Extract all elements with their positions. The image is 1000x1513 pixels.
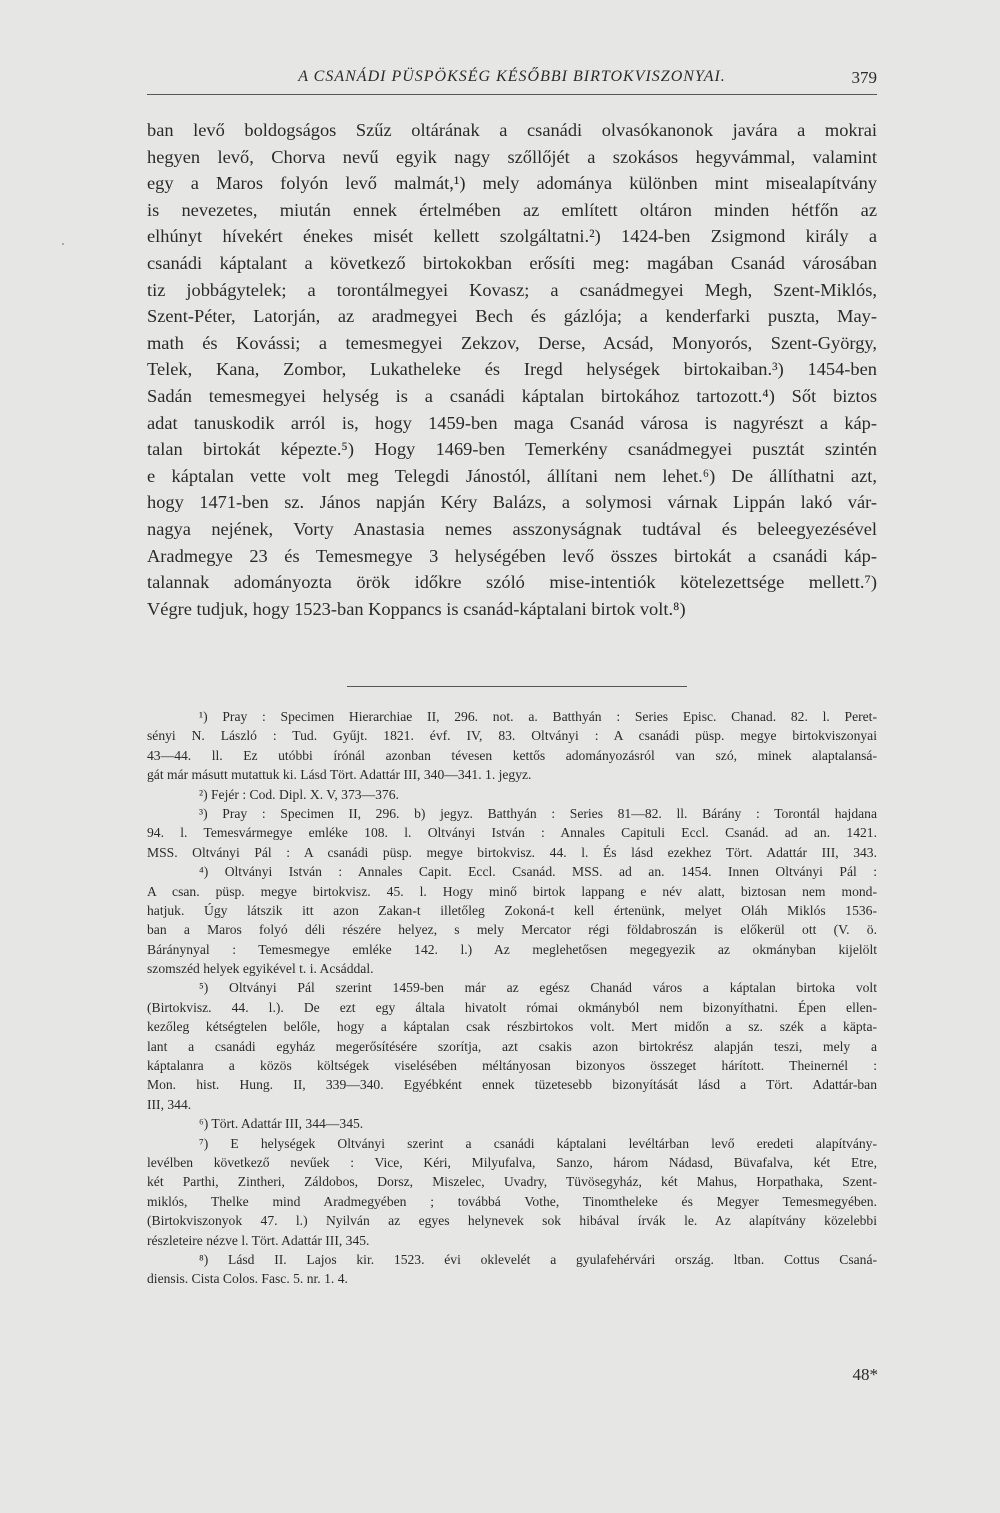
footnote-line: ban a Maros folyó déli részére helyez, s mely Mercator régi földabroszán is előkerül ott (V. ö. — [147, 922, 877, 938]
body-line: adat tanuskodik arról is, hogy 1459-ben maga Csanád városa is nagyrészt a káp- — [147, 412, 877, 433]
footnote-line: 43—44. ll. Ez utóbbi írónál azonban tévesen kettős adományozásról van szó, minek alaptalansá- — [147, 747, 877, 763]
footnote-line: lant a csanádi egyház megerősítésére szorítja, azt csakis azon birtokrész alapján teszi, mely a — [147, 1038, 877, 1054]
footnote-line: kezőleg kétségtelen belőle, hogy a káptalan csak részbirtokos volt. Mert midőn a sz. szék a käpta- — [147, 1019, 877, 1035]
footnote-line: (Birtokvisz. 44. l.). De ezt egy általa hivatolt római okmányból nem bizonyíthatni. Épen ellen- — [147, 999, 877, 1015]
footnote-line: ⁷) E helységek Oltványi szerint a csanádi káptalani levéltárban levő eredeti alapítvány- — [199, 1135, 877, 1151]
footnote-rule — [347, 686, 687, 687]
footnote-line: ⁴) Oltványi István : Annales Capit. Eccl. Csanád. MSS. ad an. 1454. Innen Oltványi Pál : — [199, 864, 877, 880]
footnote-line: ¹) Pray : Specimen Hierarchiae II, 296. not. a. Batthyán : Series Episc. Chanad. 82. l. Peret- — [199, 709, 877, 724]
paper-speck — [62, 243, 64, 245]
body-line: hegyen levő, Chorva nevű egyik nagy szőllőjét a szokásos hegyvámmal, valamint — [147, 146, 877, 167]
body-line: tiz jobbágytelek; a torontálmegyei Kovasz; a csanádmegyei Megh, Szent-Miklós, — [147, 279, 877, 300]
body-line: csanádi káptalant a következő birtokokban erősíti meg: magában Csanád városában — [147, 252, 877, 273]
footnote-line: 94. l. Temesvármegye emléke 108. l. Oltványi István : Annales Capituli Eccl. Csanád. ad an. 1421. — [147, 825, 877, 841]
footnotes — [147, 707, 877, 1289]
footnote-line: MSS. Oltványi Pál : A csanádi püsp. megye birtokvisz. 44. l. És lásd ezekhez Tört. Adattár III, 343. — [147, 844, 877, 860]
footnote-line: ⁶) Tört. Adattár III, 344—345. — [199, 1116, 364, 1132]
footnote-line: sényi N. László : Tud. Gyűjt. 1821. évf. IV, 83. Oltványi : A csanádi püsp. megye birtokviszonyai — [147, 728, 877, 744]
signature-mark: 48* — [852, 1365, 878, 1384]
body-line: ban levő boldogságos Szűz oltárának a csanádi olvasókanonok javára a mokrai — [147, 120, 877, 140]
footnote-line: miklós, Thelke mind Aradmegyében ; továbbá Vothe, Tinomtheleke és Megyer Temesmegyében. — [147, 1193, 877, 1209]
body-line: Sadán temesmegyei helység is a csanádi káptalan birtokához tartozott.⁴) Sőt biztos — [147, 385, 877, 406]
footnote-line: ²) Fejér : Cod. Dipl. X. V, 373—376. — [199, 786, 399, 802]
footnote-line: szomszéd helyek egyikével t. i. Acsáddal. — [147, 961, 374, 977]
body-line: hogy 1471-ben sz. János napján Kéry Balázs, a solymosi várnak Lippán lakó vár- — [147, 492, 877, 513]
footnote-line: diensis. Cista Colos. Fasc. 5. nr. 1. 4. — [147, 1271, 348, 1287]
body-line: is nevezetes, miután ennek értelmében az említett oltáron minden hétfőn az — [147, 199, 877, 220]
footnote-line: levélben következő nevűek : Vice, Kéri, Milyufalva, Sanzo, három Nádasd, Büvafalva, két Etre, — [147, 1154, 877, 1170]
footnote-line: ⁵) Oltványi Pál szerint 1459-ben már az egész Chanád város a káptalan birtoka volt — [199, 980, 877, 996]
footnote-line: III, 344. — [147, 1096, 192, 1112]
footnote-line: ⁸) Lásd II. Lajos kir. 1523. évi oklevelét a gyulafehérvári ország. ltban. Cottus Csaná- — [199, 1251, 877, 1267]
body-line: elhúnyt hívekért énekes misét kellett szolgáltatni.²) 1424-ben Zsigmond király a — [147, 226, 877, 247]
footnote-line: ³) Pray : Specimen II, 296. b) jegyz. Batthyán : Series 81—82. ll. Bárány : Torontál hajdana — [199, 805, 877, 821]
footnote-line: A csan. püsp. megye birtokvisz. 45. l. Hogy minő birtok lappang e név alatt, biztosan nem mond- — [147, 883, 877, 899]
body-line: Telek, Kana, Zombor, Lukatheleke és Iregd helységek birtokaiban.³) 1454-ben — [147, 359, 877, 380]
footnote-line: Mon. hist. Hung. II, 339—340. Egyébként ennek tüzetesebb bizonyítását lásd a Tört. Adattár-ban — [147, 1077, 877, 1093]
running-title: A CSANÁDI PÜSPÖKSÉG KÉSŐBBI BIRTOKVISZONYAI. — [298, 68, 726, 85]
footnote-line: részleteire nézve l. Tört. Adattár III, 345. — [147, 1232, 370, 1248]
body-line: talannak adományozta örök időkre szóló mise-intentiók kötelezettsége mellett.⁷) — [147, 572, 877, 593]
footnote-line: két Parthi, Zintheri, Záldobos, Dorsz, Miszelec, Uvadry, Tüvösegyház, két Mahus, Horpathaka, Szent- — [147, 1174, 877, 1190]
body-line: math és Kovássi; a temesmegyei Zekzov, Derse, Acsád, Monyorós, Szent-György, — [147, 332, 877, 353]
body-line: nagya nejének, Vorty Anastasia nemes asszonyságnak tudtával és beleegyezésével — [147, 518, 877, 539]
body-line: talan birtokát képezte.⁵) Hogy 1469-ben Temerkény csanádmegyei pusztát szintén — [147, 439, 877, 460]
footnote-line: gát már másutt mutattuk ki. Lásd Tört. Adattár III, 340—341. 1. jegyz. — [147, 767, 532, 783]
body-line: Szent-Péter, Latorján, az aradmegyei Bech és gázlója; a kenderfarki puszta, May- — [147, 306, 877, 327]
page-header — [147, 64, 877, 92]
footnote-line: hatjuk. Úgy látszik itt azon Zakan-t illetőleg Zokoná-t kell értenünk, melyet Oláh Miklós 1536- — [147, 902, 877, 918]
body-line: e káptalan vette volt meg Telegdi Jánostól, állítani nem lehet.⁶) De állíthatni azt, — [147, 465, 877, 486]
footnote-line: Báránynyal : Temesmegye emléke 142. l.) Az meglehetősen megegyezik az okmányban kijelölt — [147, 941, 877, 957]
body-line: egy a Maros folyón levő malmát,¹) mely adománya különben mint misealapítvány — [147, 173, 877, 194]
footnote-line: káptalanra a közös költségek viselésében méltányosan bizonyos összeget hárított. Theinernél : — [147, 1058, 877, 1074]
footnote-line: (Birtokviszonyok 47. l.) Nyilván az egyes helynevek sok hibával írvák le. Az alapítvány közelebbi — [147, 1213, 877, 1229]
body-line: Aradmegye 23 és Temesmegye 3 helységében levő összes birtokát a csanádi káp- — [147, 545, 877, 566]
body-line: Végre tudjuk, hogy 1523-ban Koppancs is csanád-káptalani birtok volt.⁸) — [147, 598, 686, 619]
header-rule — [147, 94, 877, 95]
page-number: 379 — [851, 68, 877, 87]
body-text — [147, 117, 877, 622]
